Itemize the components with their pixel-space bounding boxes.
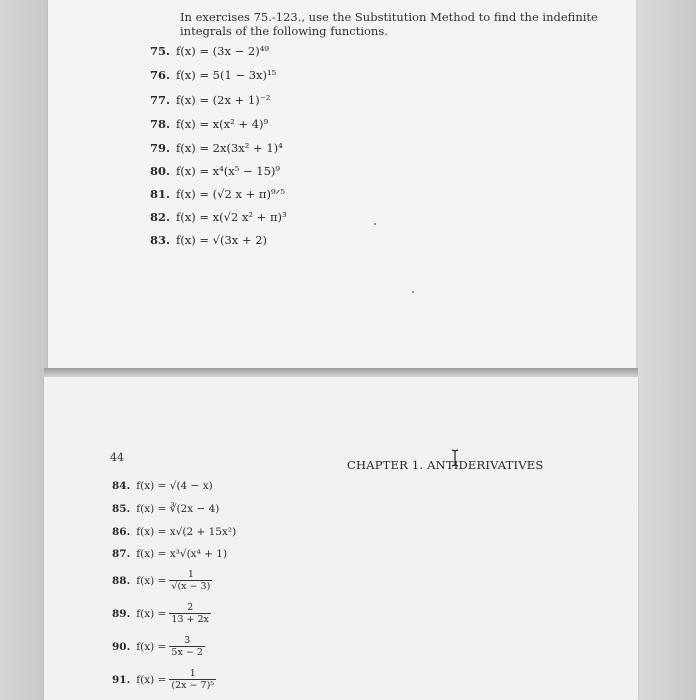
exercise-instructions: In exercises 75.-123., use the Substitution Method to find the indefinite integrals of the following functions. xyxy=(180,10,598,38)
exercise-90 xyxy=(112,636,205,658)
exercise-84 xyxy=(112,480,213,492)
exercise-81 xyxy=(150,187,285,201)
fraction xyxy=(169,603,211,625)
exercise-lhs: f(x) = xyxy=(136,641,167,653)
exercise-82 xyxy=(150,210,287,224)
exercise-number: 85. xyxy=(112,503,131,515)
page-number: 44 xyxy=(110,451,124,464)
exercise-lhs: f(x) = xyxy=(136,575,167,587)
exercise-number: 88. xyxy=(112,575,131,587)
exercise-number: 76. xyxy=(150,68,171,82)
numerator: 1 xyxy=(189,668,196,679)
denominator: 13 + 2x xyxy=(171,614,209,625)
exercise-expression: f(x) = x⁴(x⁵ − 15)⁹ xyxy=(176,164,281,178)
exercise-number: 78. xyxy=(150,117,171,131)
exercise-76 xyxy=(150,68,276,82)
text-cursor-icon xyxy=(451,449,461,467)
exercise-number: 87. xyxy=(112,548,131,560)
exercise-number: 81. xyxy=(150,187,171,201)
exercise-83 xyxy=(150,233,267,247)
exercise-expression: f(x) = x(x² + 4)⁹ xyxy=(176,117,269,131)
exercise-number: 86. xyxy=(112,526,131,538)
exercise-number: 75. xyxy=(150,44,171,58)
exercise-89 xyxy=(112,603,211,625)
exercise-expression: f(x) = √(3x + 2) xyxy=(176,233,268,247)
exercise-expression: f(x) = (√2 x + π)⁹ᐟ⁵ xyxy=(176,187,286,201)
fraction xyxy=(169,669,216,691)
fraction xyxy=(169,570,212,592)
speck xyxy=(412,291,414,293)
denominator: (2x − 7)⁵ xyxy=(171,680,215,691)
exercise-expression: f(x) = (2x + 1)⁻² xyxy=(176,93,271,107)
exercise-79 xyxy=(150,141,283,155)
exercise-expression: f(x) = 2x(3x² + 1)⁴ xyxy=(176,141,283,155)
chapter-title: CHAPTER 1. ANTIDERIVATIVES xyxy=(347,458,544,472)
exercise-lhs: f(x) = xyxy=(136,608,167,620)
exercise-78 xyxy=(150,117,268,131)
exercise-number: 83. xyxy=(150,233,171,247)
exercise-number: 80. xyxy=(150,164,171,178)
right-background xyxy=(636,0,696,700)
exercise-75 xyxy=(150,44,269,58)
exercise-87 xyxy=(112,548,227,560)
exercise-expression: f(x) = ∛(2x − 4) xyxy=(136,503,220,515)
numerator: 2 xyxy=(187,602,194,613)
speck xyxy=(374,223,376,225)
fraction xyxy=(169,636,204,658)
exercise-expression: f(x) = √(4 − x) xyxy=(136,480,213,492)
exercise-number: 84. xyxy=(112,480,131,492)
exercise-expression: f(x) = 5(1 − 3x)¹⁵ xyxy=(176,68,277,82)
exercise-expression: f(x) = x³√(x⁴ + 1) xyxy=(136,548,228,560)
exercise-number: 82. xyxy=(150,210,171,224)
exercise-lhs: f(x) = xyxy=(136,674,167,686)
exercise-number: 79. xyxy=(150,141,171,155)
exercise-number: 90. xyxy=(112,641,131,653)
numerator: 3 xyxy=(184,635,191,646)
exercise-80 xyxy=(150,164,280,178)
exercise-expression: f(x) = (3x − 2)⁴⁹ xyxy=(176,44,269,58)
exercise-88 xyxy=(112,570,212,592)
exercise-85 xyxy=(112,503,219,515)
exercise-expression: f(x) = x(√2 x² + π)³ xyxy=(176,210,287,224)
exercise-86 xyxy=(112,526,236,538)
left-background xyxy=(0,0,48,700)
numerator: 1 xyxy=(187,569,194,580)
denominator: 5x − 2 xyxy=(171,647,203,658)
exercise-number: 89. xyxy=(112,608,131,620)
denominator: √(x − 3) xyxy=(171,581,211,592)
exercise-91 xyxy=(112,669,216,691)
exercise-77 xyxy=(150,93,270,107)
exercise-expression: f(x) = x√(2 + 15x²) xyxy=(136,526,237,538)
exercise-number: 91. xyxy=(112,674,131,686)
top-page xyxy=(48,0,636,370)
exercise-number: 77. xyxy=(150,93,171,107)
